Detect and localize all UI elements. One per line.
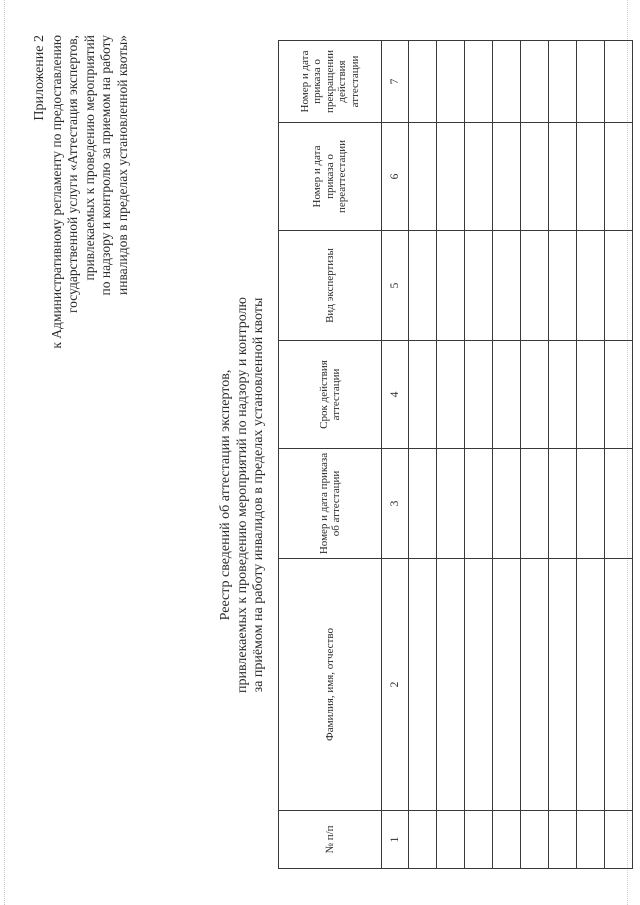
table-row bbox=[437, 41, 465, 869]
table-cell bbox=[409, 231, 437, 341]
table-cell bbox=[605, 341, 633, 449]
table-cell bbox=[465, 449, 493, 559]
registry-table bbox=[278, 40, 633, 869]
table-cell bbox=[577, 123, 605, 231]
table-cell bbox=[437, 341, 465, 449]
header-cell-number: № п/п bbox=[279, 811, 382, 869]
table-row bbox=[521, 41, 549, 869]
registry-title-line: привлекаемых к проведению мероприятий по надзору и контролю bbox=[234, 297, 250, 694]
table-cell bbox=[605, 559, 633, 811]
table-cell bbox=[493, 231, 521, 341]
appendix-line: по надзору и контролю за приемом на работу bbox=[98, 35, 113, 296]
table-cell bbox=[521, 559, 549, 811]
table-cell bbox=[465, 41, 493, 123]
scan-edge-left bbox=[4, 0, 5, 905]
table-cell bbox=[465, 231, 493, 341]
table-cell bbox=[577, 41, 605, 123]
table-cell bbox=[549, 449, 577, 559]
table-cell bbox=[493, 559, 521, 811]
table-cell bbox=[437, 559, 465, 811]
table-row bbox=[549, 41, 577, 869]
table-cell bbox=[549, 123, 577, 231]
header-cell-full-name: Фамилия, имя, отчество bbox=[279, 559, 382, 811]
header-cell-termination-order: Номер и дата приказа о прекращении действия аттестации bbox=[279, 41, 382, 123]
table-cell bbox=[521, 449, 549, 559]
header-cell-attestation-order: Номер и дата приказа об аттестации bbox=[279, 449, 382, 559]
table-cell bbox=[605, 449, 633, 559]
table-cell bbox=[577, 811, 605, 869]
appendix-header bbox=[32, 35, 131, 455]
appendix-title: Приложение 2 bbox=[32, 35, 47, 121]
registry-title bbox=[218, 245, 268, 745]
table-cell bbox=[409, 811, 437, 869]
table-row bbox=[493, 41, 521, 869]
table-cell bbox=[437, 123, 465, 231]
appendix-line: привлекаемых к проведению мероприятий bbox=[81, 35, 97, 281]
header-cell-expertise-type: Вид экспертизы bbox=[279, 231, 382, 341]
table-cell bbox=[493, 123, 521, 231]
table-cell bbox=[437, 231, 465, 341]
table-cell bbox=[437, 449, 465, 559]
table-cell bbox=[549, 41, 577, 123]
table-row bbox=[605, 41, 633, 869]
column-number-cell: 5 bbox=[382, 231, 409, 341]
table-cell bbox=[605, 811, 633, 869]
table-cell bbox=[409, 123, 437, 231]
table-cell bbox=[549, 559, 577, 811]
table-cell bbox=[409, 341, 437, 449]
table-cell bbox=[577, 449, 605, 559]
table-cell bbox=[409, 41, 437, 123]
column-number-cell: 4 bbox=[382, 341, 409, 449]
table-cell bbox=[409, 449, 437, 559]
table-cell bbox=[465, 559, 493, 811]
column-number-cell: 7 bbox=[382, 41, 409, 123]
column-number-cell: 3 bbox=[382, 449, 409, 559]
table-cell bbox=[465, 811, 493, 869]
table-cell bbox=[549, 341, 577, 449]
registry-title-line: за приёмом на работу инвалидов в пределах установленной квоты bbox=[251, 297, 266, 693]
table-row bbox=[409, 41, 437, 869]
table-cell bbox=[521, 123, 549, 231]
table-cell bbox=[465, 341, 493, 449]
column-number-row bbox=[382, 41, 409, 869]
table-cell bbox=[409, 559, 437, 811]
table-header-row bbox=[279, 41, 382, 869]
appendix-line: к Административному регламенту по предоставлению bbox=[48, 35, 64, 349]
table-cell bbox=[493, 811, 521, 869]
table-cell bbox=[605, 123, 633, 231]
table-cell bbox=[549, 231, 577, 341]
table-cell bbox=[493, 449, 521, 559]
table-cell bbox=[605, 41, 633, 123]
table-cell bbox=[521, 341, 549, 449]
header-cell-validity-period: Срок действия аттестации bbox=[279, 341, 382, 449]
column-number-cell: 6 bbox=[382, 123, 409, 231]
table-cell bbox=[577, 341, 605, 449]
table-cell bbox=[521, 41, 549, 123]
table-cell bbox=[577, 559, 605, 811]
table-row bbox=[577, 41, 605, 869]
table-cell bbox=[437, 811, 465, 869]
registry-title-line: Реестр сведений об аттестации экспертов, bbox=[218, 369, 233, 621]
table-cell bbox=[549, 811, 577, 869]
table-cell bbox=[493, 341, 521, 449]
appendix-line: инвалидов в пределах установленной квоты» bbox=[114, 35, 130, 295]
table-cell bbox=[437, 41, 465, 123]
table-cell bbox=[605, 231, 633, 341]
appendix-line: государственной услуги «Аттестация экспертов, bbox=[65, 35, 80, 314]
column-number-cell: 2 bbox=[382, 559, 409, 811]
table-cell bbox=[465, 123, 493, 231]
table-cell bbox=[493, 41, 521, 123]
document-page bbox=[10, 15, 610, 895]
table-cell bbox=[577, 231, 605, 341]
header-cell-reattestation-order: Номер и дата приказа о переаттестации bbox=[279, 123, 382, 231]
table-row bbox=[465, 41, 493, 869]
table-cell bbox=[521, 231, 549, 341]
column-number-cell: 1 bbox=[382, 811, 409, 869]
table-cell bbox=[521, 811, 549, 869]
